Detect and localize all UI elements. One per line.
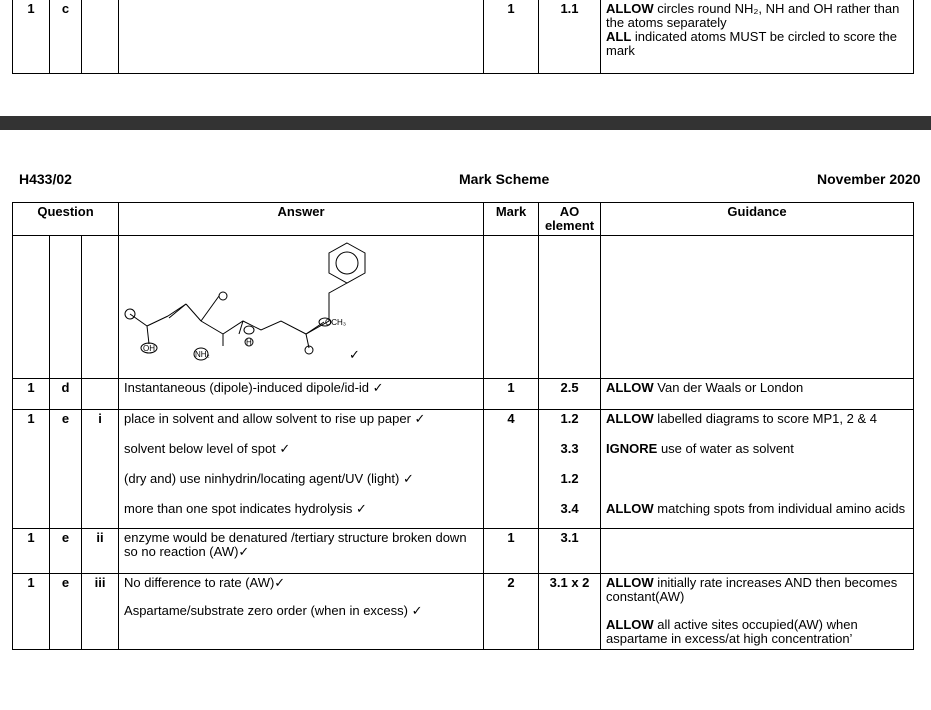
question-subpart [82,379,119,410]
table-row [13,379,914,410]
guidance-cell [601,574,914,650]
mark-cell: 2 [484,574,539,650]
page-divider [0,116,931,130]
question-number: 1 [13,529,50,574]
ao-cell [539,410,601,529]
ao-cell: 1.1 [539,0,601,74]
table-row [13,410,914,529]
column-header-ao: AO element [539,203,601,236]
paper-code: H433/02 [19,171,72,187]
question-subpart: ii [82,529,119,574]
answer-line: (dry and) use ninhydrin/locating agent/UV (light) ✓ [124,471,414,486]
guidance-cell [601,0,914,74]
exam-date: November 2020 [817,171,921,187]
ao-cell: 2.5 [539,379,601,410]
answer-cell [119,0,484,74]
oh-label: OH [143,344,156,353]
ao-cell: 3.1 [539,529,601,574]
structure-diagram-cell [119,236,484,379]
mark-cell: 4 [484,410,539,529]
guidance-cell: ALLOW Van der Waals or London [601,379,914,410]
guidance-cell [601,410,914,529]
guidance-line: ALLOW initially rate increases AND then becomes constant(AW) [606,575,898,604]
ao-cell: 3.1 x 2 [539,574,601,650]
answer-line: place in solvent and allow solvent to rise up paper ✓ [124,411,426,426]
guidance-line: ALLOW labelled diagrams to score MP1, 2 & 4 [606,411,877,426]
question-number: 1 [13,410,50,529]
ao-line: 3.3 [560,441,579,456]
question-number: 1 [13,574,50,650]
document-title: Mark Scheme [459,171,550,187]
guidance-line [606,472,908,502]
column-header-mark: Mark [484,203,539,236]
question-part: e [50,529,82,574]
nh2-label: NH₂ [195,350,210,359]
guidance-line: ALL indicated atoms MUST be circled to score the mark [606,29,897,58]
guidance-cell [601,529,914,574]
answer-cell: Instantaneous (dipole)-induced dipole/id-id ✓ [119,379,484,410]
tick-mark: ✓ [349,348,360,363]
question-subpart: i [82,410,119,529]
question-subpart: iii [82,574,119,650]
ao-line: 1.2 [560,471,579,486]
mark-scheme-table [12,202,914,650]
column-header-guidance: Guidance [601,203,914,236]
answer-line: Aspartame/substrate zero order (when in excess) ✓ [124,603,423,618]
mark-cell: 1 [484,529,539,574]
table-row [13,0,914,74]
question-part: c [50,0,82,74]
column-header-answer: Answer [119,203,484,236]
question-number: 1 [13,379,50,410]
answer-cell [119,410,484,529]
h-label: H [246,338,252,347]
question-number: 1 [13,0,50,74]
question-part: e [50,574,82,650]
previous-page-table [12,0,914,74]
answer-line: solvent below level of spot ✓ [124,441,291,456]
guidance-line: ALLOW matching spots from individual amino acids [606,501,906,516]
ao-line: 1.2 [560,411,579,426]
answer-cell [119,574,484,650]
answer-cell: enzyme would be denatured /tertiary structure broken down so no reaction (AW)✓ [119,529,484,574]
table-row [13,529,914,574]
table-header-row [13,203,914,236]
answer-line: No difference to rate (AW)✓ [124,575,286,590]
mark-cell: 1 [484,379,539,410]
answer-line: more than one spot indicates hydrolysis ✓ [124,501,367,516]
och3-label: OCH₃ [325,318,347,327]
question-part: d [50,379,82,410]
guidance-line: ALLOW circles round NH₂, NH and OH rather than the atoms separately [606,1,900,30]
structure-row [13,236,914,379]
mark-cell: 1 [484,0,539,74]
question-subpart [82,0,119,74]
table-row [13,574,914,650]
column-header-question: Question [13,203,119,236]
guidance-line: IGNORE use of water as solvent [606,441,794,456]
ao-line: 3.4 [560,501,579,516]
aspartame-structure-diagram [119,236,483,378]
guidance-line: ALLOW all active sites occupied(AW) when aspartame in excess/at high concentration’ [606,617,858,646]
question-part: e [50,410,82,529]
